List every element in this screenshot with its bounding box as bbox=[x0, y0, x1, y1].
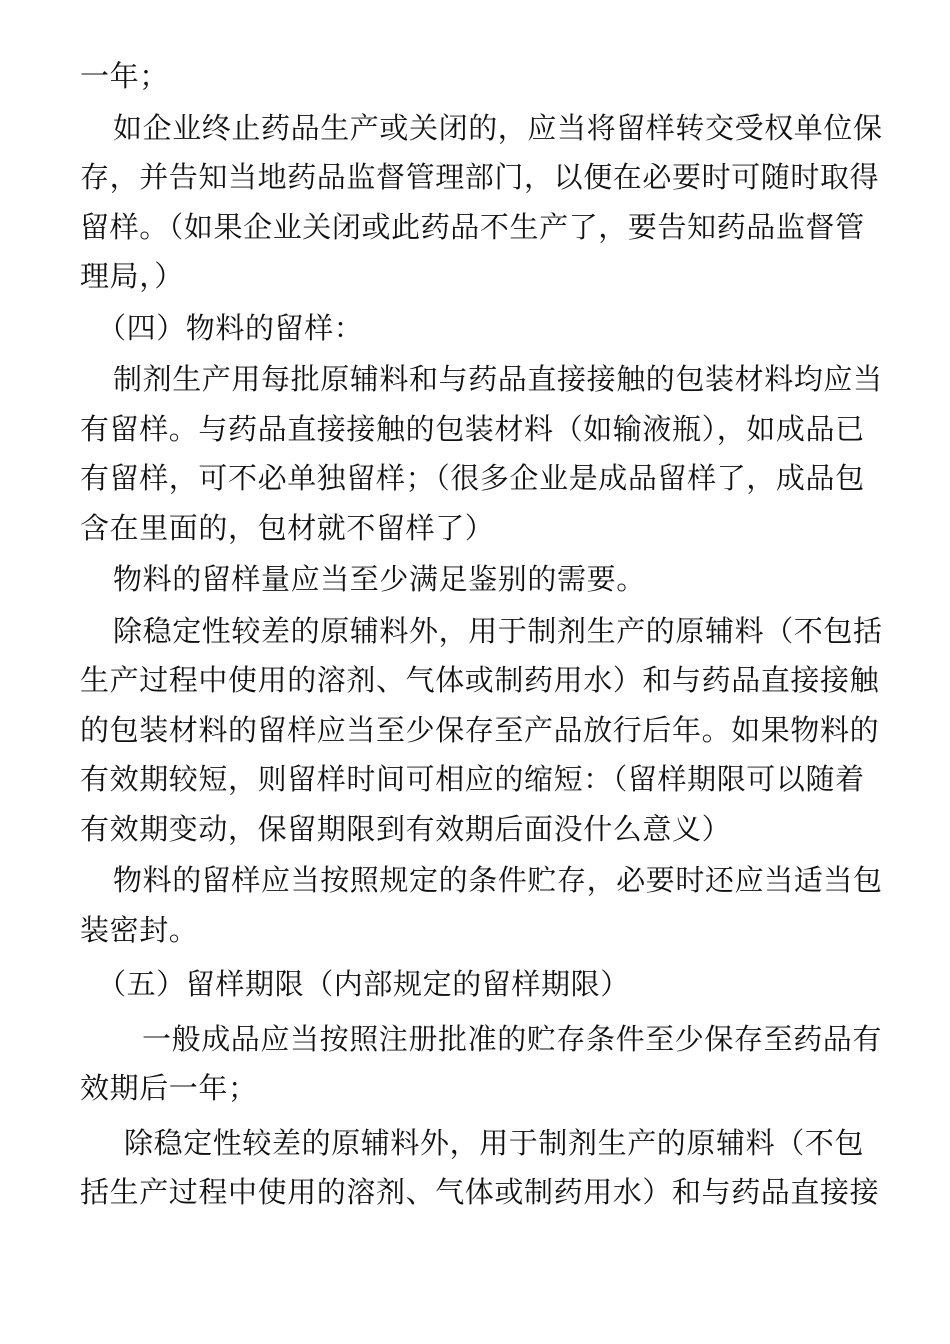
paragraph-start: 如企业终止药品生产或关闭的，应当将留样转交受权单位保 bbox=[113, 110, 883, 145]
text-line: 装密封。 bbox=[80, 912, 199, 947]
paragraph-start: 除稳定性较差的原辅料外，用于制剂生产的原辅料（不包括 bbox=[113, 613, 883, 648]
paragraph-start: 一般成品应当按照注册批准的贮存条件至少保存至药品有 bbox=[142, 1021, 883, 1056]
paragraph-start: 制剂生产用每批原辅料和与药品直接接触的包装材料均应当 bbox=[113, 362, 883, 396]
text-line: 的包装材料的留样应当至少保存至产品放行后年。如果物料的 bbox=[80, 712, 880, 747]
text-line: 留样。（如果企业关闭或此药品不生产了，要告知药品监督管 bbox=[80, 209, 865, 244]
text-line: 存，并告知当地药品监督管理部门，以便在必要时可随时取得 bbox=[80, 160, 880, 194]
text-line: 含在里面的，包材就不留样了） bbox=[80, 510, 495, 545]
text-line: 理局，） bbox=[80, 259, 184, 293]
section-heading: （四）物料的留样： bbox=[97, 310, 364, 345]
paragraph-start: 除稳定性较差的原辅料外，用于制剂生产的原辅料（不包 bbox=[124, 1125, 865, 1160]
text-line: 一年； bbox=[80, 59, 169, 93]
document-body bbox=[80, 52, 883, 1218]
text-line: 生产过程中使用的溶剂、气体或制药用水）和与药品直接接触 bbox=[80, 663, 880, 697]
text-line: 括生产过程中使用的溶剂、气体或制药用水）和与药品直接接 bbox=[80, 1175, 880, 1209]
paragraph-start: 物料的留样量应当至少满足鉴别的需要。 bbox=[113, 562, 646, 596]
section-heading: （五）留样期限（内部规定的留样期限） bbox=[97, 967, 630, 1001]
text-line: 效期后一年； bbox=[80, 1071, 258, 1105]
text-line: 有留样。与药品直接接触的包装材料（如输液瓶），如成品已 bbox=[80, 411, 865, 446]
text-line: 有留样，可不必单独留样；（很多企业是成品留样了，成品包 bbox=[80, 461, 865, 495]
text-line: 有效期变动，保留期限到有效期后面没什么意义） bbox=[80, 811, 732, 846]
paragraph-start: 物料的留样应当按照规定的条件贮存，必要时还应当适当包 bbox=[113, 863, 883, 897]
text-line: 有效期较短，则留样时间可相应的缩短：（留样期限可以随着 bbox=[80, 762, 865, 796]
